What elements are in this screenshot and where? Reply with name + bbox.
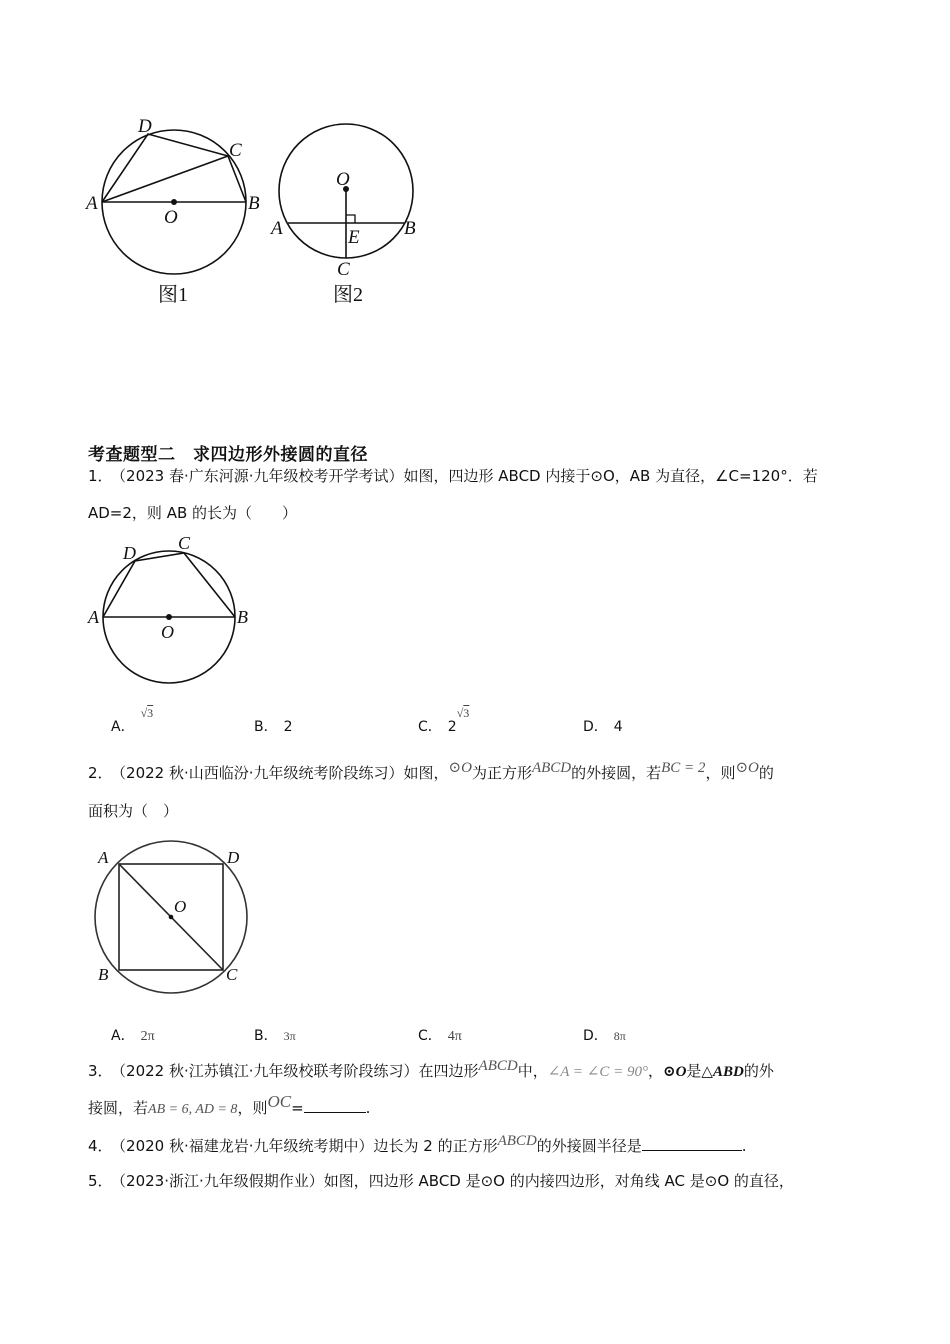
question-2-option-b[interactable]: B． 3π xyxy=(254,1028,296,1044)
answer-blank[interactable] xyxy=(642,1136,742,1151)
figure-1 xyxy=(0,0,950,320)
fig1-label-d: D xyxy=(138,116,152,137)
circle-o-symbol: ⊙O xyxy=(448,760,472,776)
fig1-caption: 图1 xyxy=(158,284,188,306)
fig2-label-c: C xyxy=(337,259,350,280)
fig2-label-o: O xyxy=(336,169,350,190)
question-1-number: 1． xyxy=(88,467,113,485)
question-2-number: 2． xyxy=(88,764,113,782)
q1-fig-label-d: D xyxy=(123,543,136,563)
q2-fig-label-a: A xyxy=(98,848,109,867)
q1-fig-label-a: A xyxy=(88,607,99,627)
question-2-line-2: 面积为（ ） xyxy=(88,802,179,820)
question-4-line-1: 4． （2020 秋·福建龙岩·九年级统考期中）边长为 2 的正方形ABCD的外接圆半径是 . xyxy=(88,1133,747,1155)
q1-fig-label-b: B xyxy=(237,607,248,627)
fig2-caption: 图2 xyxy=(333,284,363,306)
question-1-figure xyxy=(0,530,300,695)
circle-o-symbol: ⊙O xyxy=(663,1064,687,1080)
question-2-option-a[interactable]: A． 2π xyxy=(111,1028,155,1044)
q1-fig-label-o: O xyxy=(161,622,174,642)
question-1-option-a[interactable]: A．√3 xyxy=(111,706,154,735)
figure-1-diagram xyxy=(0,0,950,320)
fig2-label-e: E xyxy=(348,227,360,248)
question-5-line-1: 5． （2023·浙江·九年级假期作业）如图，四边形 ABCD 是⊙O 的内接四边形，对角线 AC 是⊙O 的直径， xyxy=(88,1172,794,1190)
fig1-label-o: O xyxy=(164,207,178,228)
q2-fig-label-o: O xyxy=(174,897,187,916)
question-1-line-1 xyxy=(88,466,818,486)
question-2-line-1: 2． （2022 秋·山西临汾·九年级统考阶段练习）如图，⊙O为正方形ABCD的外接圆，若BC = 2，则⊙O的 xyxy=(88,760,774,782)
section-title: 考查题型二 求四边形外接圆的直径 xyxy=(88,445,368,465)
q2-fig-label-c: C xyxy=(226,965,238,984)
question-3-line-1: 3． （2022 秋·江苏镇江·九年级校联考阶段练习）在四边形ABCD中，∠A = ∠C = 90°，⊙O是△ABD的外 xyxy=(88,1058,774,1080)
question-4-number: 4． xyxy=(88,1137,113,1155)
fig2-label-b: B xyxy=(404,218,416,239)
q1-fig-label-c: C xyxy=(178,533,191,553)
question-1-text: （2023 春·广东河源·九年级校考开学考试）如图，四边形 ABCD 内接于⊙O，AB 为直径，∠C=120°．若 xyxy=(118,467,818,485)
question-3-number: 3． xyxy=(88,1062,113,1080)
fig1-label-c: C xyxy=(229,140,242,161)
q2-fig-label-d: D xyxy=(227,848,240,867)
question-2-option-c[interactable]: C． 4π xyxy=(418,1028,462,1044)
circle-o-symbol: ⊙O xyxy=(735,760,759,776)
q2-fig-label-b: B xyxy=(98,965,109,984)
fig1-label-b: B xyxy=(248,193,260,214)
question-2-option-d[interactable]: D． 8π xyxy=(583,1028,626,1044)
fig1-label-a: A xyxy=(86,193,98,214)
question-1-option-d[interactable]: D． 4 xyxy=(583,719,623,735)
sqrt-symbol: √3 xyxy=(456,706,470,720)
sqrt-symbol: √3 xyxy=(140,706,154,720)
question-1-diagram xyxy=(0,530,300,695)
fig2-label-a: A xyxy=(271,218,283,239)
answer-blank[interactable] xyxy=(304,1098,366,1113)
question-1-line-2: AD=2，则 AB 的长为（ ） xyxy=(88,504,298,522)
question-2-figure xyxy=(0,835,300,1005)
question-1-option-c[interactable]: C． 2√3 xyxy=(418,706,470,735)
question-5-number: 5． xyxy=(88,1172,113,1190)
question-3-line-2: 接圆，若AB = 6, AD = 8，则OC= . xyxy=(88,1092,371,1117)
question-2-diagram xyxy=(0,835,300,1005)
question-1-option-b[interactable]: B． 2 xyxy=(254,719,293,735)
